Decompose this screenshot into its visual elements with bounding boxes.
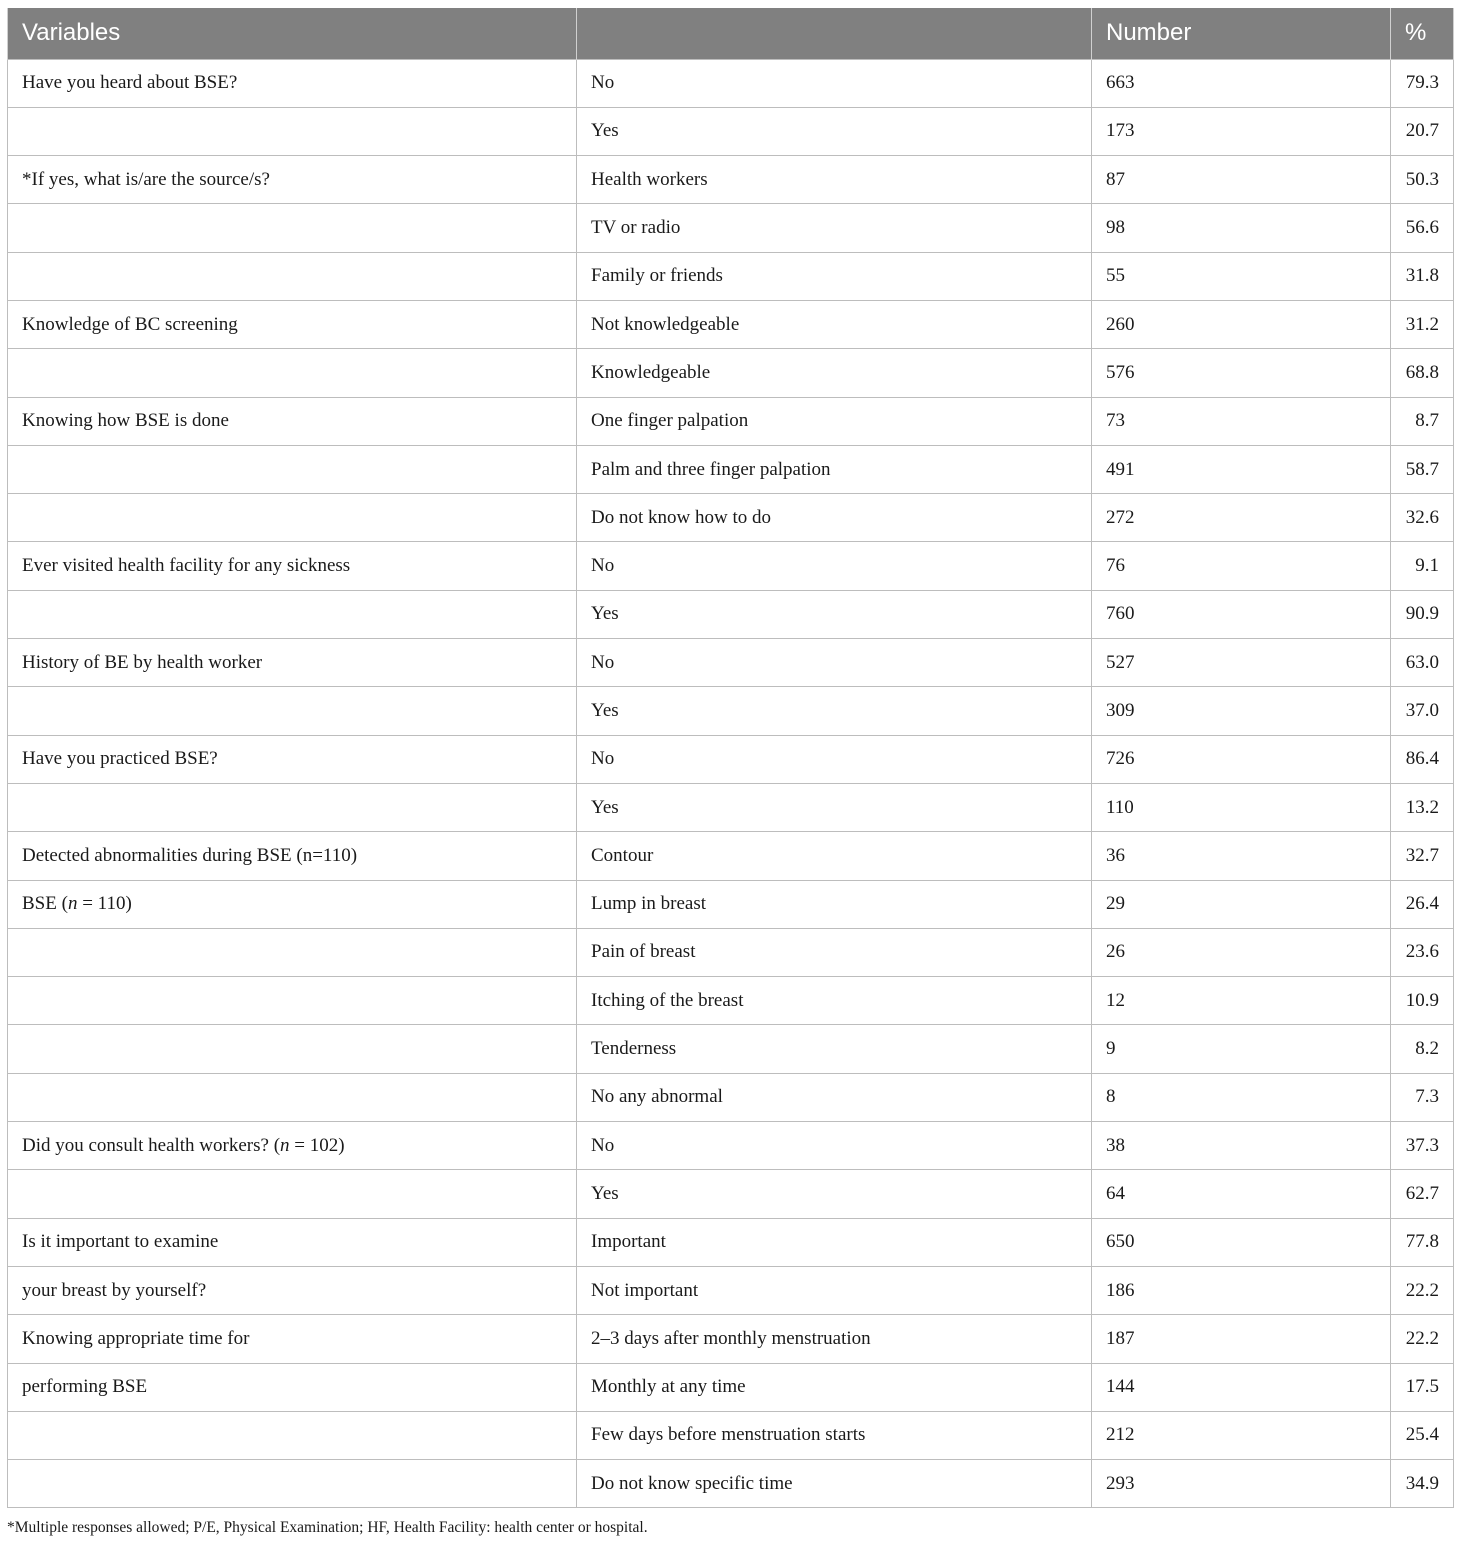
cell-percent: 68.8 xyxy=(1391,349,1454,397)
cell-variable: *If yes, what is/are the source/s? xyxy=(8,156,577,204)
cell-category: No xyxy=(577,639,1092,687)
cell-variable: Knowledge of BC screening xyxy=(8,300,577,348)
cell-percent: 7.3 xyxy=(1391,1073,1454,1121)
cell-number: 650 xyxy=(1092,1218,1391,1266)
table-body xyxy=(8,59,1454,1508)
cell-number: 186 xyxy=(1092,1266,1391,1314)
cell-number: 293 xyxy=(1092,1460,1391,1508)
table-row xyxy=(8,639,1454,687)
cell-number: 29 xyxy=(1092,880,1391,928)
cell-category: Health workers xyxy=(577,156,1092,204)
cell-percent: 8.2 xyxy=(1391,1025,1454,1073)
cell-number: 491 xyxy=(1092,445,1391,493)
cell-category: Pain of breast xyxy=(577,928,1092,976)
cell-percent: 31.8 xyxy=(1391,252,1454,300)
cell-variable xyxy=(8,107,577,155)
cell-category: Palm and three finger palpation xyxy=(577,445,1092,493)
table-row xyxy=(8,880,1454,928)
table-footnote: *Multiple responses allowed; P/E, Physical Examination; HF, Health Facility: health center or hospital. xyxy=(7,1519,648,1536)
cell-number: 663 xyxy=(1092,59,1391,107)
cell-variable xyxy=(8,494,577,542)
cell-percent: 32.6 xyxy=(1391,494,1454,542)
cell-percent: 56.6 xyxy=(1391,204,1454,252)
cell-number: 212 xyxy=(1092,1411,1391,1459)
cell-category: Family or friends xyxy=(577,252,1092,300)
cell-category: One finger palpation xyxy=(577,397,1092,445)
table-row xyxy=(8,349,1454,397)
table-row xyxy=(8,832,1454,880)
cell-category: Not knowledgeable xyxy=(577,300,1092,348)
cell-number: 55 xyxy=(1092,252,1391,300)
cell-number: 760 xyxy=(1092,590,1391,638)
cell-variable: Have you heard about BSE? xyxy=(8,59,577,107)
table-row xyxy=(8,783,1454,831)
table-header xyxy=(8,8,1454,59)
cell-category: No xyxy=(577,542,1092,590)
cell-percent: 10.9 xyxy=(1391,977,1454,1025)
table-row xyxy=(8,252,1454,300)
header-variables: Variables xyxy=(8,8,577,59)
cell-percent: 20.7 xyxy=(1391,107,1454,155)
cell-percent: 63.0 xyxy=(1391,639,1454,687)
header-number: Number xyxy=(1092,8,1391,59)
cell-category: Tenderness xyxy=(577,1025,1092,1073)
cell-category: Itching of the breast xyxy=(577,977,1092,1025)
cell-percent: 50.3 xyxy=(1391,156,1454,204)
cell-variable xyxy=(8,1025,577,1073)
cell-category: TV or radio xyxy=(577,204,1092,252)
cell-number: 76 xyxy=(1092,542,1391,590)
cell-number: 26 xyxy=(1092,928,1391,976)
cell-percent: 9.1 xyxy=(1391,542,1454,590)
cell-category: Monthly at any time xyxy=(577,1363,1092,1411)
cell-variable xyxy=(8,1170,577,1218)
cell-number: 309 xyxy=(1092,687,1391,735)
cell-category: Yes xyxy=(577,107,1092,155)
cell-variable xyxy=(8,1460,577,1508)
cell-number: 726 xyxy=(1092,735,1391,783)
cell-category: Do not know specific time xyxy=(577,1460,1092,1508)
cell-number: 272 xyxy=(1092,494,1391,542)
cell-category: No any abnormal xyxy=(577,1073,1092,1121)
table-row xyxy=(8,494,1454,542)
table-row xyxy=(8,687,1454,735)
cell-percent: 77.8 xyxy=(1391,1218,1454,1266)
cell-variable: your breast by yourself? xyxy=(8,1266,577,1314)
cell-category: Yes xyxy=(577,590,1092,638)
cell-percent: 37.3 xyxy=(1391,1122,1454,1170)
bse-knowledge-table xyxy=(7,8,1454,1508)
cell-category: Few days before menstruation starts xyxy=(577,1411,1092,1459)
cell-number: 110 xyxy=(1092,783,1391,831)
table-row xyxy=(8,590,1454,638)
table-row xyxy=(8,1025,1454,1073)
cell-number: 73 xyxy=(1092,397,1391,445)
table-row xyxy=(8,1122,1454,1170)
cell-percent: 22.2 xyxy=(1391,1266,1454,1314)
cell-variable xyxy=(8,687,577,735)
table-row xyxy=(8,1170,1454,1218)
cell-variable xyxy=(8,349,577,397)
table-row xyxy=(8,300,1454,348)
cell-number: 87 xyxy=(1092,156,1391,204)
cell-number: 64 xyxy=(1092,1170,1391,1218)
cell-number: 144 xyxy=(1092,1363,1391,1411)
cell-variable: History of BE by health worker xyxy=(8,639,577,687)
cell-category: No xyxy=(577,1122,1092,1170)
cell-number: 9 xyxy=(1092,1025,1391,1073)
cell-category: No xyxy=(577,59,1092,107)
cell-percent: 23.6 xyxy=(1391,928,1454,976)
cell-category: Not important xyxy=(577,1266,1092,1314)
table-row xyxy=(8,1460,1454,1508)
cell-number: 576 xyxy=(1092,349,1391,397)
cell-variable xyxy=(8,783,577,831)
cell-category: Important xyxy=(577,1218,1092,1266)
cell-percent: 17.5 xyxy=(1391,1363,1454,1411)
cell-number: 187 xyxy=(1092,1315,1391,1363)
cell-category: Yes xyxy=(577,783,1092,831)
table-row xyxy=(8,1315,1454,1363)
cell-percent: 86.4 xyxy=(1391,735,1454,783)
header-category xyxy=(577,8,1092,59)
cell-variable xyxy=(8,445,577,493)
cell-number: 260 xyxy=(1092,300,1391,348)
cell-percent: 37.0 xyxy=(1391,687,1454,735)
table-row xyxy=(8,107,1454,155)
cell-number: 36 xyxy=(1092,832,1391,880)
cell-category: Lump in breast xyxy=(577,880,1092,928)
cell-variable: Detected abnormalities during BSE (n=110) xyxy=(8,832,577,880)
table-row xyxy=(8,928,1454,976)
cell-number: 38 xyxy=(1092,1122,1391,1170)
cell-percent: 26.4 xyxy=(1391,880,1454,928)
table-row xyxy=(8,1073,1454,1121)
cell-variable xyxy=(8,252,577,300)
cell-number: 98 xyxy=(1092,204,1391,252)
header-percent: % xyxy=(1391,8,1454,59)
table-row xyxy=(8,1266,1454,1314)
cell-variable: Did you consult health workers? (n = 102) xyxy=(8,1122,577,1170)
cell-percent: 79.3 xyxy=(1391,59,1454,107)
cell-category: Do not know how to do xyxy=(577,494,1092,542)
cell-variable: BSE (n = 110) xyxy=(8,880,577,928)
cell-variable xyxy=(8,1411,577,1459)
cell-variable xyxy=(8,204,577,252)
cell-variable xyxy=(8,928,577,976)
table-row xyxy=(8,204,1454,252)
table-row xyxy=(8,445,1454,493)
cell-number: 12 xyxy=(1092,977,1391,1025)
cell-percent: 25.4 xyxy=(1391,1411,1454,1459)
cell-number: 8 xyxy=(1092,1073,1391,1121)
cell-variable: Have you practiced BSE? xyxy=(8,735,577,783)
cell-percent: 32.7 xyxy=(1391,832,1454,880)
header-row xyxy=(8,8,1454,59)
table-row xyxy=(8,156,1454,204)
cell-category: 2–3 days after monthly menstruation xyxy=(577,1315,1092,1363)
cell-percent: 13.2 xyxy=(1391,783,1454,831)
table-row xyxy=(8,542,1454,590)
cell-variable: Knowing how BSE is done xyxy=(8,397,577,445)
cell-category: Yes xyxy=(577,1170,1092,1218)
cell-percent: 22.2 xyxy=(1391,1315,1454,1363)
cell-category: Yes xyxy=(577,687,1092,735)
table-row xyxy=(8,59,1454,107)
cell-percent: 34.9 xyxy=(1391,1460,1454,1508)
cell-percent: 62.7 xyxy=(1391,1170,1454,1218)
cell-percent: 31.2 xyxy=(1391,300,1454,348)
table-row xyxy=(8,1218,1454,1266)
cell-percent: 8.7 xyxy=(1391,397,1454,445)
cell-number: 173 xyxy=(1092,107,1391,155)
table-row xyxy=(8,977,1454,1025)
cell-number: 527 xyxy=(1092,639,1391,687)
table-row xyxy=(8,735,1454,783)
cell-variable xyxy=(8,977,577,1025)
table-row xyxy=(8,397,1454,445)
cell-category: No xyxy=(577,735,1092,783)
table-row xyxy=(8,1363,1454,1411)
table-row xyxy=(8,1411,1454,1459)
cell-variable xyxy=(8,590,577,638)
cell-percent: 90.9 xyxy=(1391,590,1454,638)
cell-variable: performing BSE xyxy=(8,1363,577,1411)
cell-percent: 58.7 xyxy=(1391,445,1454,493)
cell-category: Contour xyxy=(577,832,1092,880)
cell-variable: Knowing appropriate time for xyxy=(8,1315,577,1363)
data-table-container xyxy=(7,8,1453,1508)
cell-variable: Ever visited health facility for any sickness xyxy=(8,542,577,590)
cell-category: Knowledgeable xyxy=(577,349,1092,397)
cell-variable xyxy=(8,1073,577,1121)
cell-variable: Is it important to examine xyxy=(8,1218,577,1266)
